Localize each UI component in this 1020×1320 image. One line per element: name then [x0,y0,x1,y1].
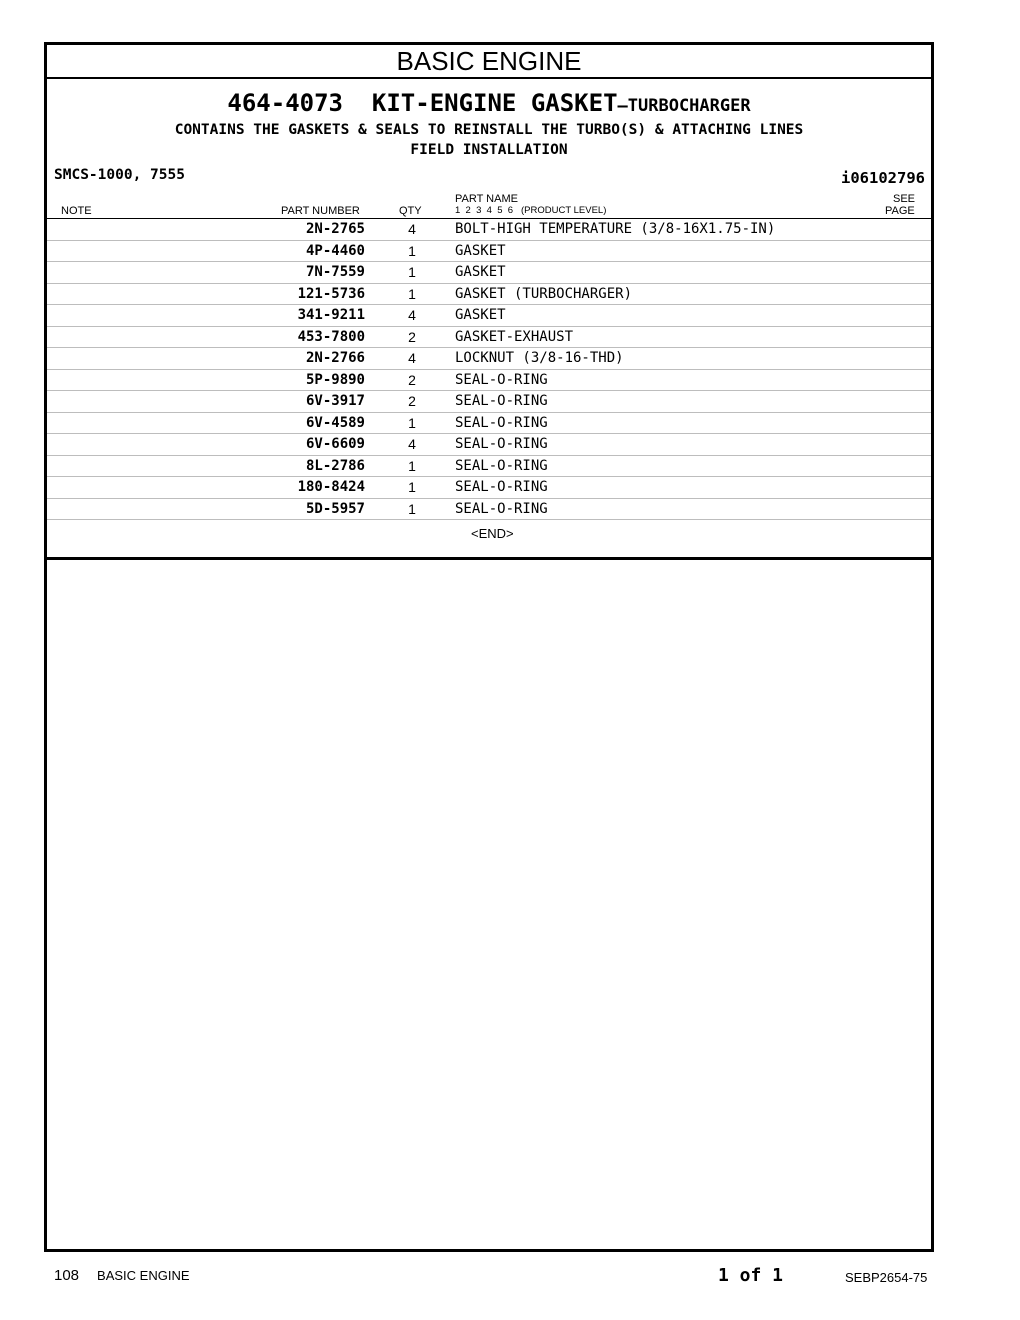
illustration-id: i06102796 [841,169,925,187]
part-qty: 1 [408,479,416,495]
part-number: 453-7800 [297,328,365,345]
table-row [47,262,931,284]
col-note: NOTE [61,205,92,217]
part-number: 2N-2766 [305,350,365,366]
part-number: 180-8424 [297,479,365,495]
part-qty: 1 [408,285,416,302]
col-see: SEE [892,193,915,205]
parts-list [47,219,931,520]
footer-page-number: 108 [54,1267,80,1284]
part-name: LOCKNUT (3/8-16-THD) [455,350,624,366]
part-qty: 4 [408,436,416,452]
col-product-level: 1 2 3 4 5 6 (PRODUCT LEVEL) [455,205,607,216]
part-qty: 1 [408,457,416,474]
part-name: SEAL-O-RING [455,371,548,388]
part-name: GASKET [455,242,506,259]
table-row [47,413,931,435]
footer-section: BASIC ENGINE [97,1268,190,1283]
part-number: 121-5736 [297,285,365,302]
part-qty: 2 [408,393,416,409]
part-name: GASKET [455,307,506,323]
col-qty: QTY [399,205,422,217]
table-row [47,456,931,478]
footer-doc-id: SEBP2654-75 [845,1270,928,1285]
part-name: SEAL-O-RING [455,414,548,431]
part-name: GASKET (TURBOCHARGER) [455,285,633,302]
part-name: SEAL-O-RING [455,500,548,517]
part-number: 6V-3917 [305,393,365,409]
part-number: 341-9211 [297,307,365,323]
kit-title [47,89,931,120]
table-row [47,284,931,306]
col-page: PAGE [885,205,915,217]
table-row [47,327,931,349]
part-name: SEAL-O-RING [455,393,548,409]
section-divider [47,557,931,560]
col-part-name: PART NAME [455,193,518,205]
kit-number: 464-4073 [227,89,343,117]
end-marker: <END> [471,526,514,541]
smcs-code: SMCS-1000, 7555 [54,167,185,183]
table-row [47,305,931,327]
part-qty: 1 [408,414,416,431]
part-qty: 2 [408,328,416,345]
table-row [47,348,931,370]
part-qty: 4 [408,350,416,366]
part-qty: 1 [408,500,416,517]
table-row [47,434,931,456]
table-row [47,391,931,413]
part-qty: 4 [408,221,416,237]
col-part-number: PART NUMBER [281,205,360,217]
part-number: 7N-7559 [305,264,365,280]
parts-page-frame [44,42,934,1252]
kit-name-suffix: —TURBOCHARGER [617,96,751,116]
table-row [47,370,931,392]
part-name: GASKET-EXHAUST [455,328,574,345]
part-number: 2N-2765 [305,221,365,237]
part-number: 5D-5957 [305,500,365,517]
table-row [47,477,931,499]
section-title: BASIC ENGINE [47,45,931,79]
part-name: SEAL-O-RING [455,457,548,474]
part-name: SEAL-O-RING [455,436,548,452]
part-number: 6V-6609 [305,436,365,452]
kit-header [47,89,931,160]
part-number: 5P-9890 [305,371,365,388]
part-number: 6V-4589 [305,414,365,431]
part-qty: 4 [408,307,416,323]
part-number: 4P-4460 [305,242,365,259]
footer-page-of: 1 of 1 [718,1265,784,1286]
part-name: GASKET [455,264,506,280]
table-row [47,219,931,241]
part-name: BOLT-HIGH TEMPERATURE (3/8-16X1.75-IN) [455,221,776,237]
part-name: SEAL-O-RING [455,479,548,495]
kit-installation: FIELD INSTALLATION [410,142,568,158]
part-number: 8L-2786 [305,457,365,474]
part-qty: 1 [408,242,416,259]
table-row [47,241,931,263]
kit-description: CONTAINS THE GASKETS & SEALS TO REINSTALL THE TURBO(S) & ATTACHING LINES [174,122,804,138]
kit-name: KIT-ENGINE GASKET [371,89,618,117]
table-row [47,499,931,521]
part-qty: 1 [408,264,416,280]
footer-left [54,1267,190,1285]
part-qty: 2 [408,371,416,388]
